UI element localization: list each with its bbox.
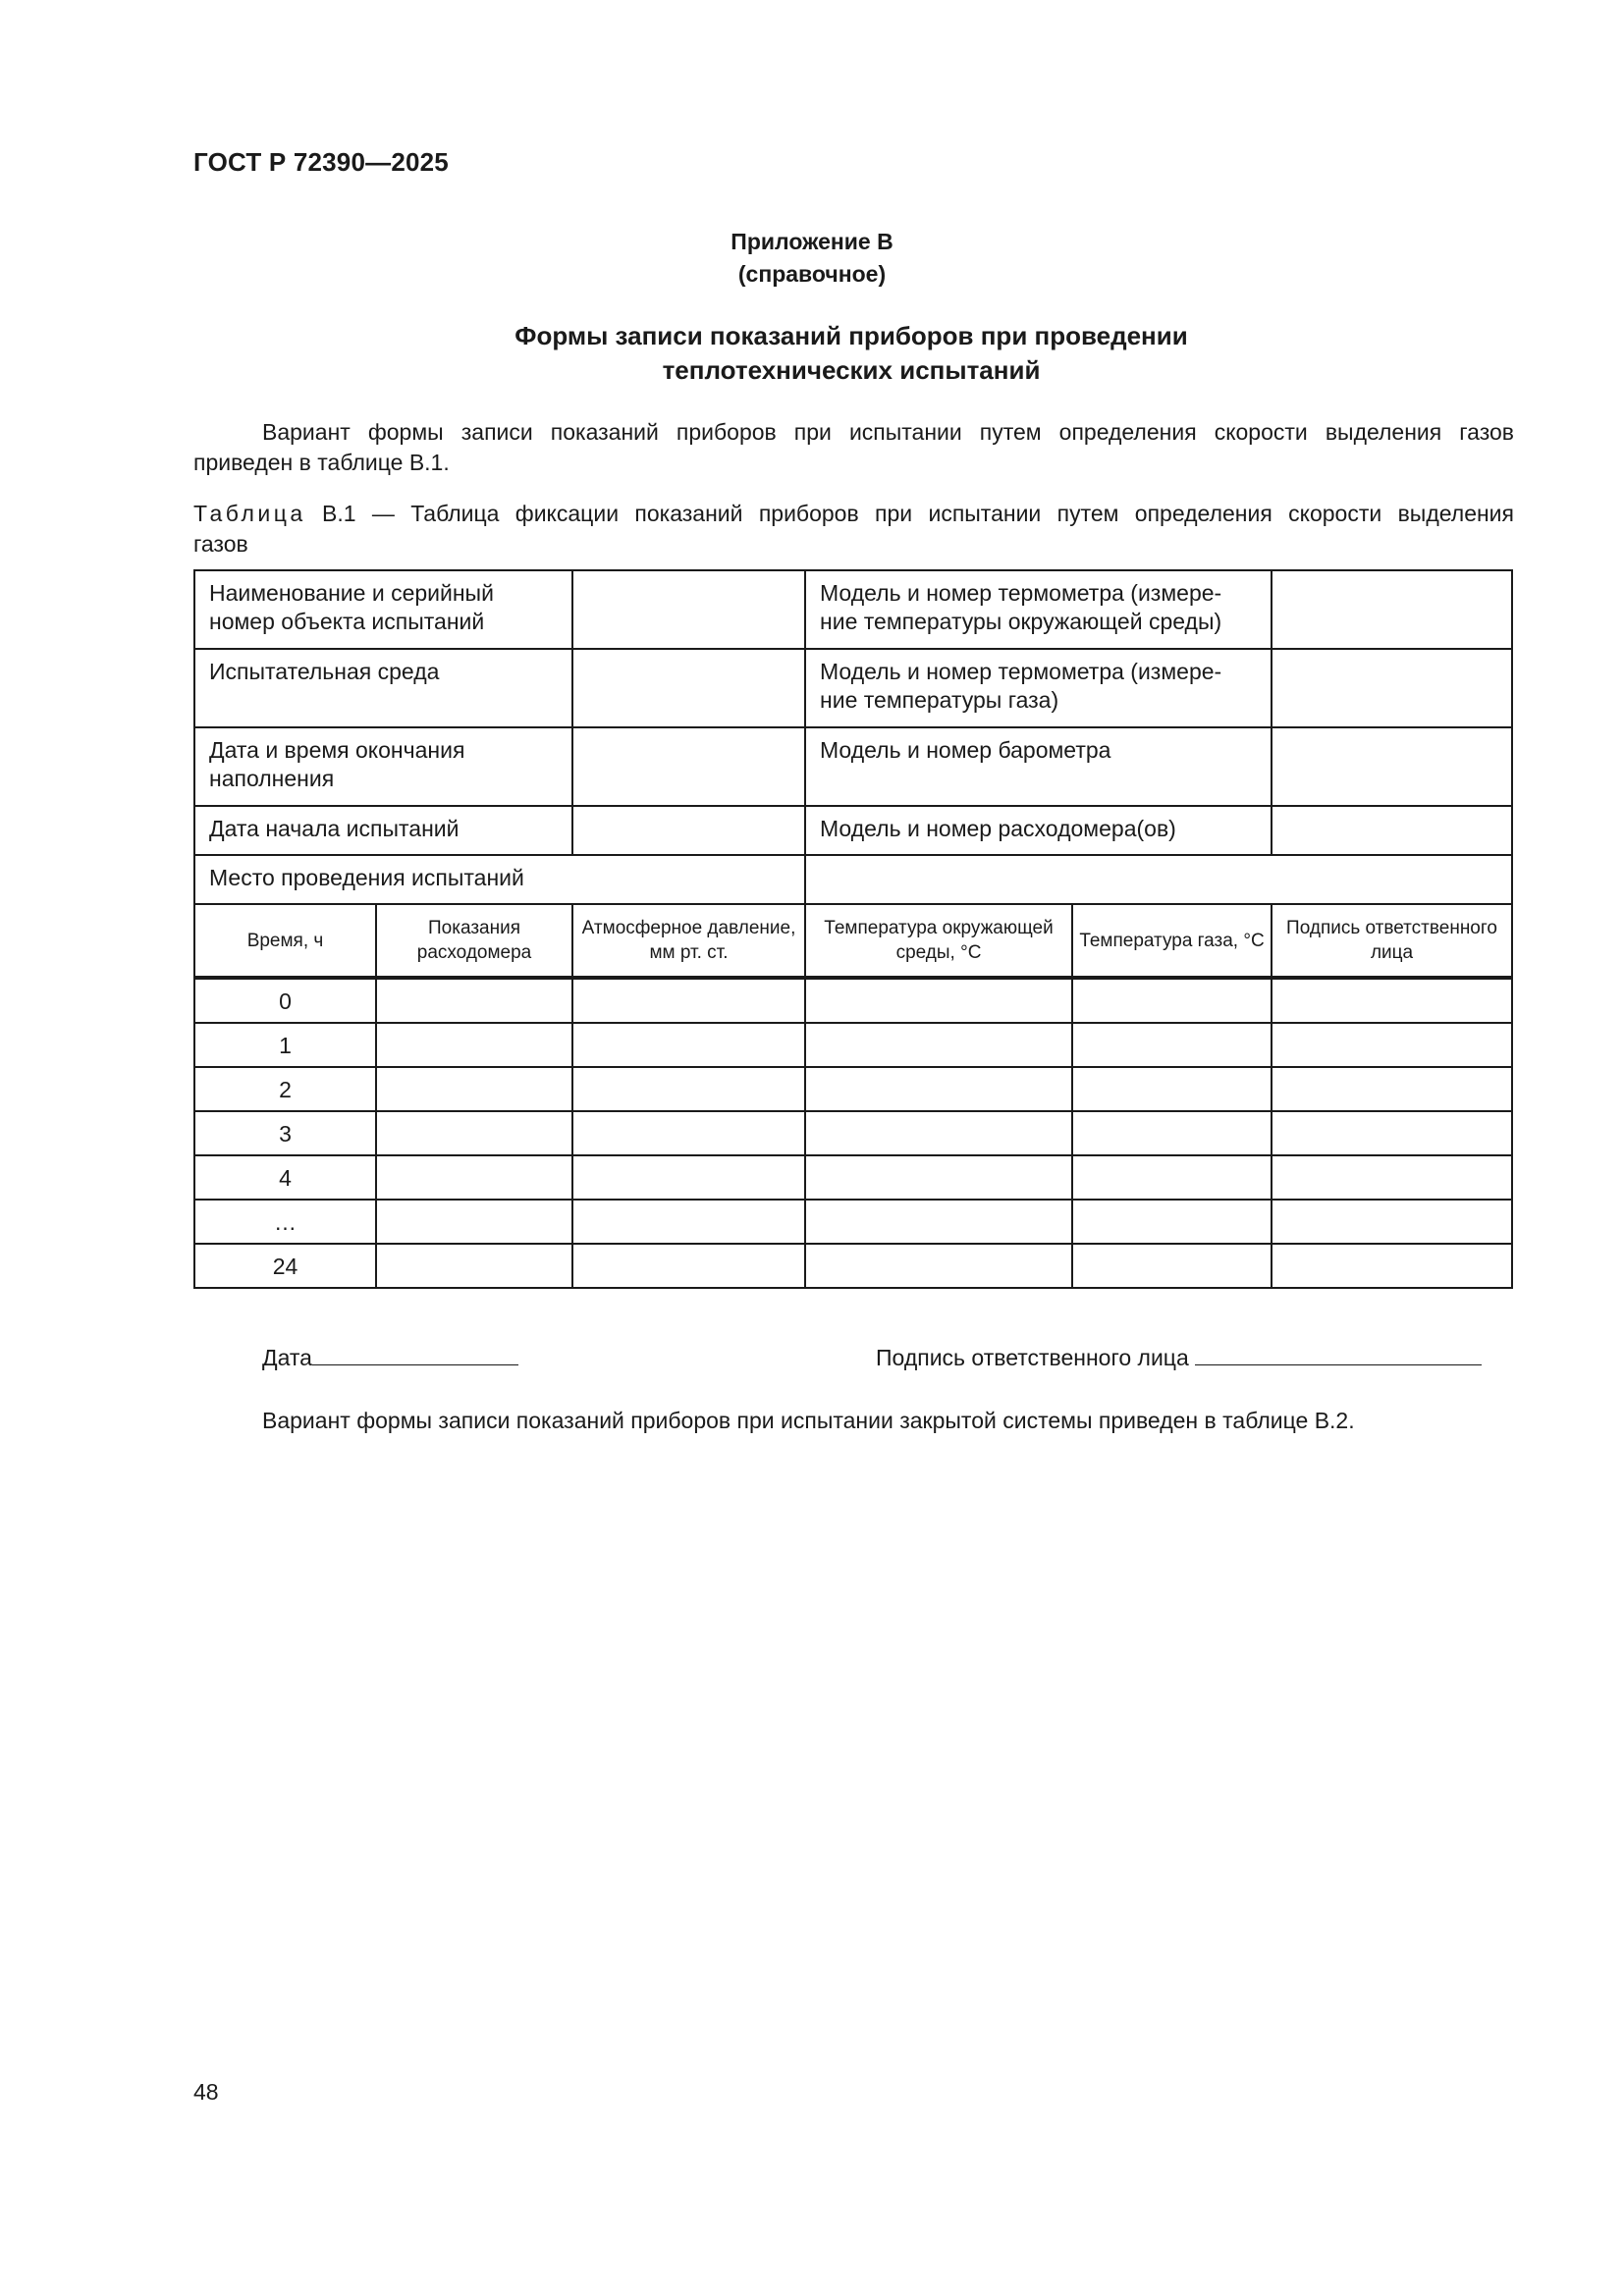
info-row bbox=[194, 649, 1512, 727]
info-value-cell[interactable] bbox=[572, 649, 805, 727]
info-value-cell[interactable] bbox=[572, 727, 805, 806]
entry-cell[interactable] bbox=[572, 1067, 805, 1111]
table-row bbox=[194, 1200, 1512, 1244]
entry-cell[interactable] bbox=[1272, 979, 1512, 1023]
table-row bbox=[194, 1067, 1512, 1111]
info-row bbox=[194, 727, 1512, 806]
time-cell: … bbox=[194, 1200, 376, 1244]
entry-cell[interactable] bbox=[805, 1067, 1072, 1111]
column-header: Подпись ответственного лица bbox=[1272, 904, 1512, 977]
entry-cell[interactable] bbox=[1072, 979, 1272, 1023]
entry-cell[interactable] bbox=[572, 1023, 805, 1067]
info-value-cell[interactable] bbox=[1272, 649, 1512, 727]
info-value-cell[interactable] bbox=[1272, 570, 1512, 649]
signature-label: Подпись ответственного лица bbox=[876, 1345, 1196, 1370]
time-cell: 4 bbox=[194, 1155, 376, 1200]
info-value-cell[interactable] bbox=[1272, 727, 1512, 806]
info-label: Модель и номер расходомера(ов) bbox=[805, 806, 1272, 855]
info-value-cell[interactable] bbox=[572, 570, 805, 649]
entry-cell[interactable] bbox=[805, 1111, 1072, 1155]
caption-line2: газов bbox=[193, 531, 248, 557]
entry-cell[interactable] bbox=[376, 979, 572, 1023]
appendix-title: Приложение В bbox=[731, 229, 893, 254]
table-row bbox=[194, 1023, 1512, 1067]
column-header: Атмосферное давление, мм рт. ст. bbox=[572, 904, 805, 977]
outro-paragraph: Вариант формы записи показаний приборов при испытании закрытой системы приведен в таблице В.2. bbox=[262, 1408, 1355, 1433]
entry-cell[interactable] bbox=[805, 979, 1072, 1023]
entry-cell[interactable] bbox=[805, 1244, 1072, 1288]
entry-cell[interactable] bbox=[805, 1155, 1072, 1200]
entry-cell[interactable] bbox=[376, 1023, 572, 1067]
column-header-row bbox=[194, 904, 1512, 977]
entry-cell[interactable] bbox=[1072, 1155, 1272, 1200]
entry-cell[interactable] bbox=[1072, 1244, 1272, 1288]
time-cell: 24 bbox=[194, 1244, 376, 1288]
entry-cell[interactable] bbox=[1072, 1023, 1272, 1067]
info-label: Модель и номер барометра bbox=[805, 727, 1272, 806]
intro-line1: Вариант формы записи показаний приборов при испытании путем определения скорости выделения газов bbox=[262, 419, 1514, 445]
table-row bbox=[194, 1244, 1512, 1288]
appendix-subtitle: (справочное) bbox=[737, 261, 887, 287]
date-field[interactable] bbox=[262, 1343, 518, 1371]
entry-cell[interactable] bbox=[376, 1111, 572, 1155]
intro-line2: приведен в таблице В.1. bbox=[193, 450, 450, 475]
place-value-cell[interactable] bbox=[805, 855, 1512, 904]
info-label: Модель и номер термометра (измере-ние температуры газа) bbox=[805, 649, 1272, 727]
section-title-line1: Формы записи показаний приборов при проведении bbox=[514, 321, 1188, 350]
entry-cell[interactable] bbox=[572, 1200, 805, 1244]
date-label: Дата bbox=[262, 1345, 312, 1370]
entry-cell[interactable] bbox=[572, 1155, 805, 1200]
info-label: Испытательная среда bbox=[194, 649, 572, 727]
info-label: Модель и номер термометра (измере-ние температуры окружающей среды) bbox=[805, 570, 1272, 649]
place-label: Место проведения испытаний bbox=[194, 855, 805, 904]
info-value-cell[interactable] bbox=[572, 806, 805, 855]
column-header: Показания расходомера bbox=[376, 904, 572, 977]
caption-text: В.1 — Таблица фиксации показаний приборов при испытании путем определения скорости выделения bbox=[305, 501, 1514, 526]
entry-cell[interactable] bbox=[572, 1111, 805, 1155]
column-header: Температура окружающей среды, °С bbox=[805, 904, 1072, 977]
entry-cell[interactable] bbox=[376, 1244, 572, 1288]
entry-cell[interactable] bbox=[1272, 1155, 1512, 1200]
column-header: Температура газа, °С bbox=[1072, 904, 1272, 977]
info-label: Дата и время окончания наполнения bbox=[194, 727, 572, 806]
page-number: 48 bbox=[193, 2079, 219, 2105]
entry-cell[interactable] bbox=[805, 1023, 1072, 1067]
entry-cell[interactable] bbox=[1272, 1067, 1512, 1111]
entry-cell[interactable] bbox=[1272, 1111, 1512, 1155]
time-cell: 2 bbox=[194, 1067, 376, 1111]
entry-cell[interactable] bbox=[805, 1200, 1072, 1244]
column-header: Время, ч bbox=[194, 904, 376, 977]
readings-table bbox=[193, 569, 1513, 1289]
entry-cell[interactable] bbox=[572, 979, 805, 1023]
entry-cell[interactable] bbox=[376, 1200, 572, 1244]
caption-line1 bbox=[193, 499, 1514, 529]
time-cell: 1 bbox=[194, 1023, 376, 1067]
table-row bbox=[194, 1111, 1512, 1155]
caption-label: Таблица bbox=[193, 501, 306, 526]
table-caption bbox=[193, 499, 1514, 560]
time-cell: 3 bbox=[194, 1111, 376, 1155]
time-cell: 0 bbox=[194, 979, 376, 1023]
entry-cell[interactable] bbox=[376, 1155, 572, 1200]
info-row bbox=[194, 806, 1512, 855]
info-label: Дата начала испытаний bbox=[194, 806, 572, 855]
place-row bbox=[194, 855, 1512, 904]
entry-cell[interactable] bbox=[1272, 1023, 1512, 1067]
entry-cell[interactable] bbox=[1072, 1200, 1272, 1244]
date-underline[interactable] bbox=[312, 1343, 518, 1365]
intro-paragraph bbox=[193, 417, 1514, 478]
entry-cell[interactable] bbox=[572, 1244, 805, 1288]
table-row bbox=[194, 1155, 1512, 1200]
entry-cell[interactable] bbox=[1072, 1111, 1272, 1155]
table-row bbox=[194, 979, 1512, 1023]
entry-cell[interactable] bbox=[376, 1067, 572, 1111]
info-label: Наименование и серийный номер объекта испытаний bbox=[194, 570, 572, 649]
section-title-line2: теплотехнических испытаний bbox=[662, 355, 1041, 385]
standard-code: ГОСТ Р 72390—2025 bbox=[193, 147, 449, 177]
entry-cell[interactable] bbox=[1072, 1067, 1272, 1111]
signature-field[interactable] bbox=[876, 1343, 1482, 1371]
info-value-cell[interactable] bbox=[1272, 806, 1512, 855]
entry-cell[interactable] bbox=[1272, 1244, 1512, 1288]
entry-cell[interactable] bbox=[1272, 1200, 1512, 1244]
info-row bbox=[194, 570, 1512, 649]
signature-underline[interactable] bbox=[1195, 1343, 1482, 1365]
